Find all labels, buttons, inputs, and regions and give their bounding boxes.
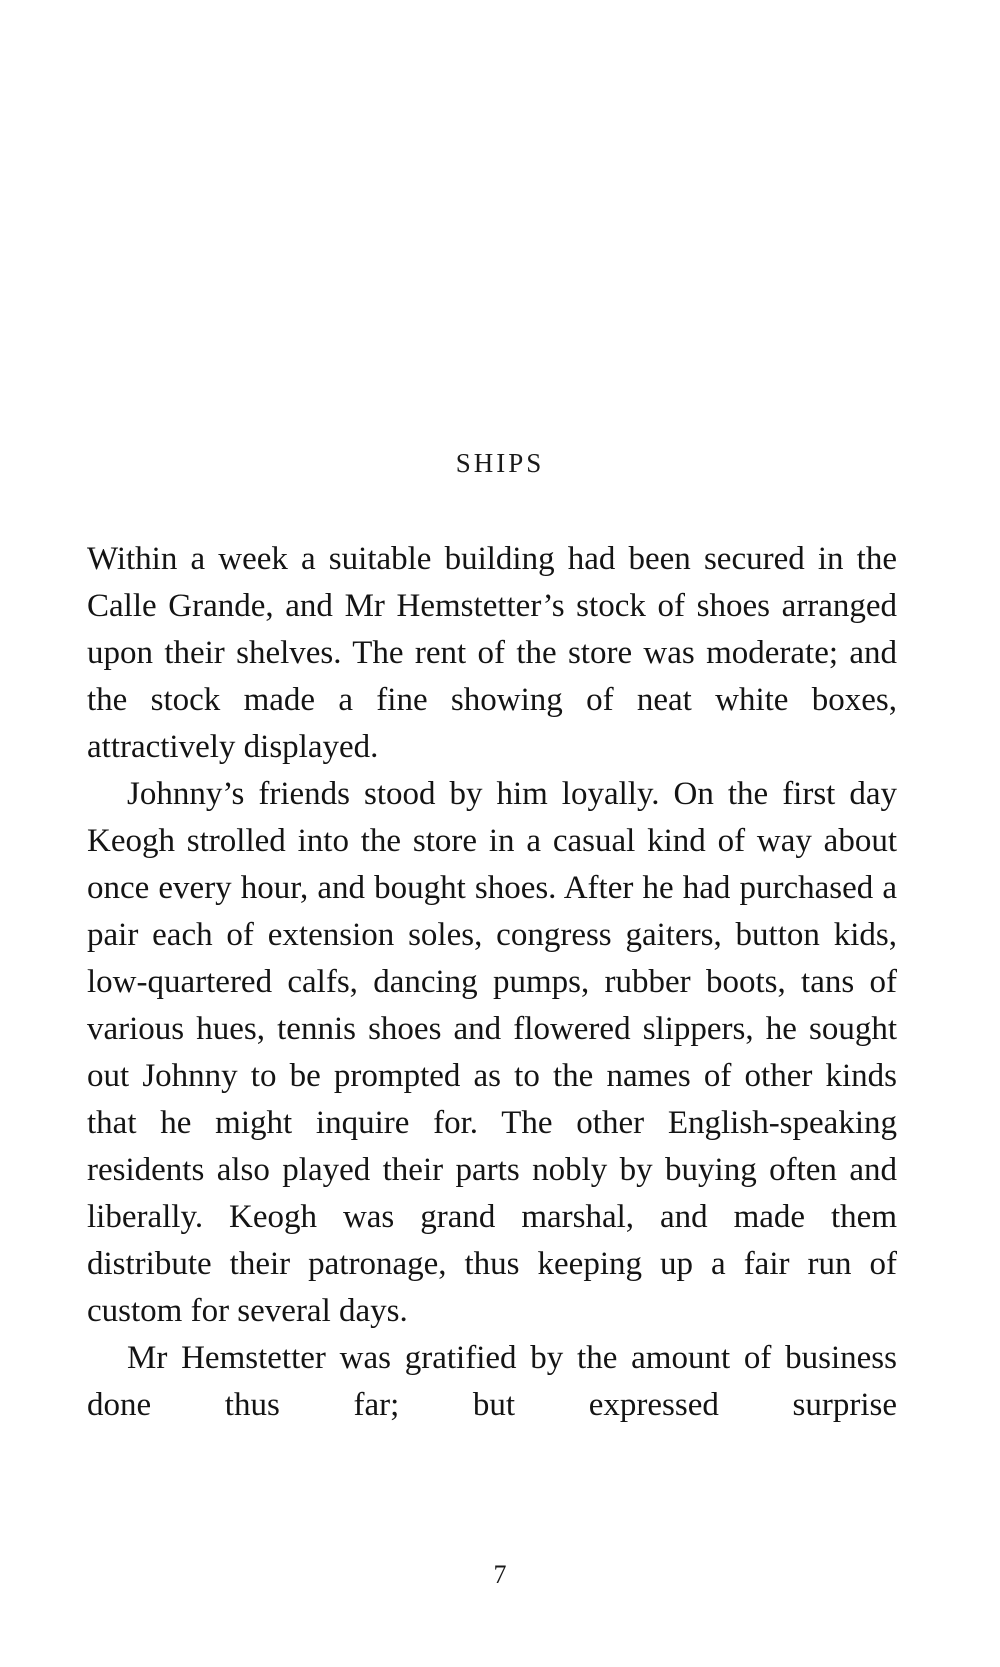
- paragraph-1: Within a week a suitable building had been secured in the Calle Grande, and Mr Hemstetter’s stock of shoes arranged upon their shelves. The rent of the store was moderate; and the stock made a fine showing of neat white boxes, attractively displayed.: [87, 541, 897, 765]
- paragraph-3: Mr Hemstetter was gratified by the amount of business done thus far; but expressed surprise: [87, 1340, 897, 1423]
- body-text: [87, 536, 897, 1429]
- page-number: 7: [493, 1560, 507, 1589]
- chapter-title: SHIPS: [455, 448, 545, 478]
- paragraph-2: Johnny’s friends stood by him loyally. On the first day Keogh strolled into the store in a casual kind of way about once every hour, and bought shoes. After he had purchased a pair each of extension soles, congress gaiters, button kids, low-quartered calfs, dancing pumps, rubber boots, tans of various hues, tennis shoes and flowered slippers, he sought out Johnny to be prompted as to the names of other kinds that he might inquire for. The other English-speaking residents also played their parts nobly by buying often and liberally. Keogh was grand marshal, and made them distribute their patronage, thus keeping up a fair run of custom for several days.: [87, 776, 897, 1329]
